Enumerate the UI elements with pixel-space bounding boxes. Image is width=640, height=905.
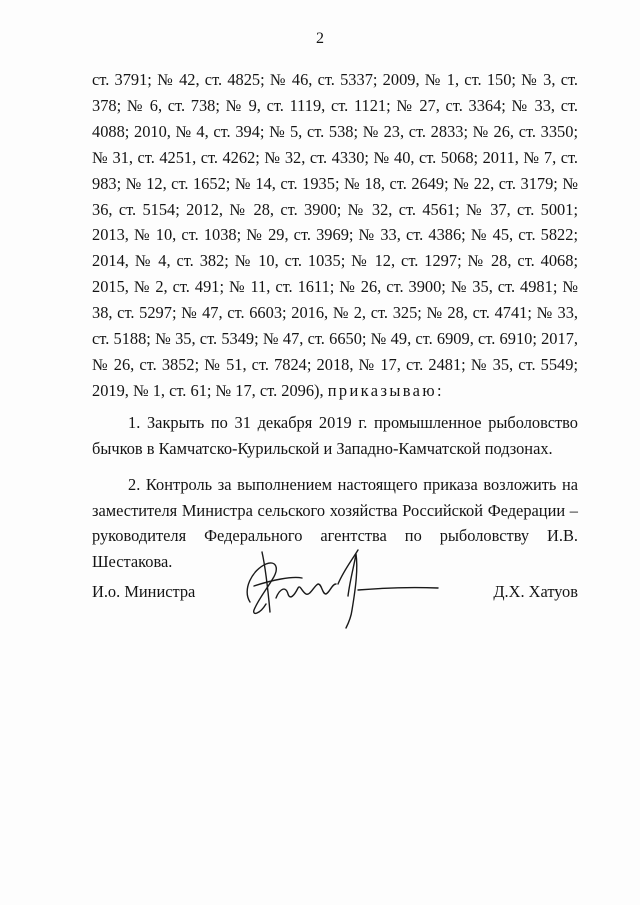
order-item-2: 2. Контроль за выполнением настоящего приказа возложить на заместителя Министра сельского хозяйства Российской Федерации – руководителя Федерального агентства по рыболовству И.В. Шестакова.	[92, 474, 578, 572]
order-item-1: 1. Закрыть по 31 декабря 2019 г. промышленное рыболовство бычков в Камчатско-Курильской и Западно-Камчатской подзонах.	[92, 412, 578, 458]
signature-block	[92, 582, 578, 642]
legal-references-paragraph	[92, 67, 578, 404]
signatory-title: И.о. Министра	[92, 582, 196, 601]
page-number: 2	[316, 30, 324, 47]
legal-references-text: ст. 3791; № 42, ст. 4825; № 46, ст. 5337; 2009, № 1, ст. 150; № 3, ст. 378; № 6, ст. 738; № 9, ст. 1119, ст. 1121; № 27, ст. 3364; № 33, ст. 4088; 2010, № 4, ст. 394; № 5, ст. 538; № 23, ст. 2833; № 26, ст. 3350; № 31, ст. 4251, ст. 4262; № 32, ст. 4330; № 40, ст. 5068; 2011, № 7, ст. 983; № 12, ст. 1652; № 14, ст. 1935; № 18, ст. 2649; № 22, ст. 3179; № 36, ст. 5154; 2012, № 28, ст. 3900; № 32, ст. 4561; № 37, ст. 5001; 2013, № 10, ст. 1038; № 29, ст. 3969; № 33, ст. 4386; № 45, ст. 5822; 2014, № 4, ст. 382; № 10, ст. 1035; № 12, ст. 1297; № 28, ст. 4068; 2015, № 2, ст. 491; № 11, ст. 1611; № 26, ст. 3900; № 35, ст. 4981; № 38, ст. 5297; № 47, ст. 6603; 2016, № 2, ст. 325; № 28, ст. 4741; № 33, ст. 5188; № 35, ст. 5349; № 47, ст. 6650; № 49, ст. 6909, ст. 6910; 2017, № 26, ст. 3852; № 51, ст. 7824; 2018, № 17, ст. 2481; № 35, ст. 5549; 2019, № 1, ст. 61; № 17, ст. 2096),	[92, 70, 578, 400]
document-body	[92, 67, 578, 575]
handwritten-signature	[232, 540, 452, 630]
signatory-name: Д.Х. Хатуов	[493, 582, 578, 601]
order-word: приказываю:	[327, 380, 444, 400]
